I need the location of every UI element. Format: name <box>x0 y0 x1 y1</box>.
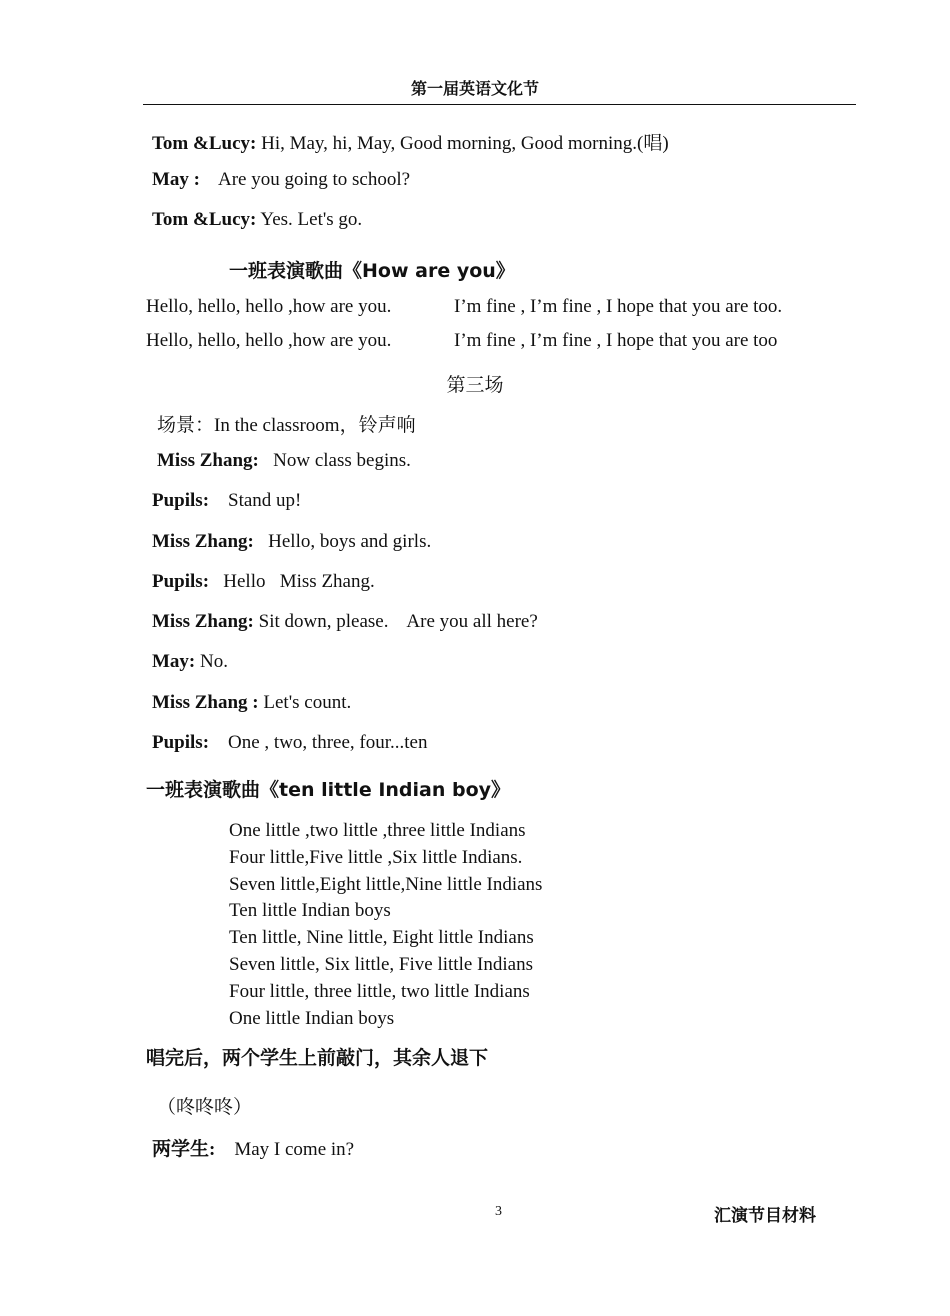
speaker-label: Tom &Lucy: <box>152 209 257 230</box>
dialogue-text: Stand up! <box>209 490 302 511</box>
dialogue-text: No. <box>195 651 228 672</box>
speaker-label: Miss Zhang: <box>152 531 254 552</box>
speaker-label: Pupils: <box>152 732 210 753</box>
speaker-label: Pupils: <box>152 490 210 511</box>
dialogue-text: Hello, boys and girls. <box>253 531 432 552</box>
speaker-label: Miss Zhang: <box>152 611 254 632</box>
lyric-right: I’m fine , I’m fine , I hope that you are too <box>454 330 778 351</box>
speaker-label: May: <box>152 651 196 672</box>
dialogue-text: Now class begins. <box>258 450 411 471</box>
speaker-label: Miss Zhang : <box>152 692 259 713</box>
dialogue-text: May I come in? <box>215 1139 355 1160</box>
lyric-line: Seven little, Six little, Five little Indians <box>229 953 533 975</box>
dialogue-line <box>152 531 431 553</box>
dialogue-text: Are you going to school? <box>200 169 411 190</box>
dialogue-line <box>152 692 351 714</box>
dialogue-line <box>152 128 669 155</box>
lyric-line: Ten little, Nine little, Eight little Indians <box>229 927 534 949</box>
dialogue-line <box>152 571 375 593</box>
lyric-line: Four little,Five little ,Six little Indians. <box>229 846 523 868</box>
lyric-line: Seven little,Eight little,Nine little Indians <box>229 873 543 895</box>
dialogue-text: Sit down, please. Are you all here? <box>253 611 538 632</box>
dialogue-line <box>157 450 411 472</box>
knock-sound: （咚咚咚） <box>157 1097 253 1118</box>
stage-direction: 唱完后，两个学生上前敲门，其余人退下 <box>146 1047 489 1069</box>
song-title: 一班表演歌曲《ten little Indian boy》 <box>146 779 511 801</box>
speaker-label: 两学生: <box>152 1139 216 1160</box>
lyric-line: One little ,two little ,three little Indians <box>229 820 526 841</box>
page-number: 3 <box>495 1204 502 1219</box>
song-title: 一班表演歌曲《How are you》 <box>229 260 515 282</box>
dialogue-text: One , two, three, four...ten <box>209 732 428 753</box>
dialogue-line <box>152 732 427 754</box>
dialogue-text: Hello Miss Zhang. <box>209 571 375 592</box>
lyrics-block <box>229 818 542 1032</box>
dialogue-line <box>152 1134 354 1161</box>
dialogue-text: Hi, May, hi, May, Good morning, Good morning.(唱) <box>256 133 669 154</box>
speaker-label: Tom &Lucy: <box>152 133 257 154</box>
dialogue-line <box>152 651 228 673</box>
lyric-right: I’m fine , I’m fine , I hope that you are too. <box>454 296 783 317</box>
dialogue-line <box>152 611 538 633</box>
lyric-left: Hello, hello, hello ,how are you. <box>146 296 392 317</box>
footer-label: 汇演节目材料 <box>714 1206 816 1226</box>
speaker-label: Pupils: <box>152 571 210 592</box>
speaker-label: May : <box>152 169 201 190</box>
dialogue-line <box>152 209 362 231</box>
lyric-line: Ten little Indian boys <box>229 900 391 922</box>
lyric-line: One little Indian boys <box>229 1007 395 1029</box>
lyric-left: Hello, hello, hello ,how are you. <box>146 330 392 351</box>
speaker-label: Miss Zhang: <box>157 450 259 471</box>
scene-heading: 第三场 <box>446 375 504 396</box>
page-header-title: 第一届英语文化节 <box>410 79 539 98</box>
dialogue-text: Yes. Let's go. <box>256 209 363 230</box>
dialogue-text: Let's count. <box>258 692 352 713</box>
lyric-line: Four little, three little, two little Indians <box>229 980 530 1002</box>
scene-setting: 场景：In the classroom，铃声响 <box>157 415 416 436</box>
dialogue-line <box>152 490 301 512</box>
dialogue-line <box>152 169 410 191</box>
header-divider <box>143 104 856 105</box>
